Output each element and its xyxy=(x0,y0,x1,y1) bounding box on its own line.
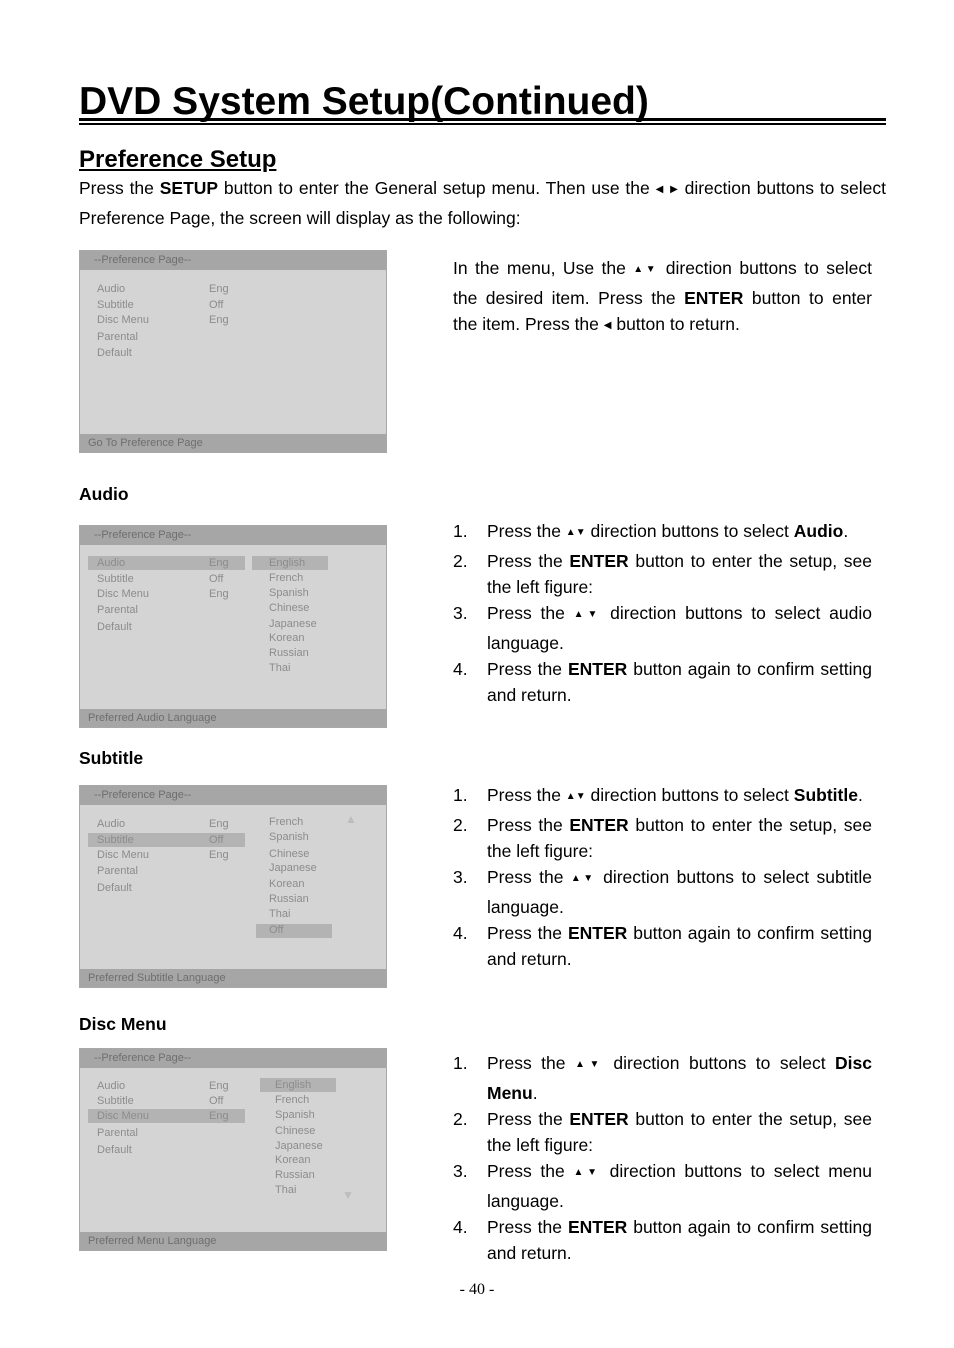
text: Press the xyxy=(487,1217,568,1237)
keyword: ENTER xyxy=(569,551,629,571)
keyword: ENTER xyxy=(569,815,629,835)
subtitle-steps xyxy=(453,782,872,972)
keyword: Audio xyxy=(793,521,844,541)
step xyxy=(453,656,872,708)
osd-item-audio: Audio xyxy=(97,557,126,569)
text: Press the xyxy=(487,1109,570,1129)
text: button to enter the setup, see the left figure: xyxy=(487,551,872,597)
step xyxy=(453,1050,872,1106)
osd-option: Korean xyxy=(269,878,305,890)
osd-option: Off xyxy=(269,924,284,936)
osd-item-default: Default xyxy=(97,347,132,359)
keyword: ENTER xyxy=(567,659,628,679)
step xyxy=(453,548,872,600)
keyword: ENTER xyxy=(567,923,628,943)
disc-menu-steps xyxy=(453,1050,872,1266)
osd-option: Chinese xyxy=(269,602,310,614)
step xyxy=(453,782,872,812)
step-number: 4. xyxy=(453,1217,468,1237)
osd-footer: Preferred Subtitle Language xyxy=(80,969,386,987)
section-title: Preference Setup xyxy=(79,146,277,173)
enter-keyword: ENTER xyxy=(684,288,744,308)
text: direction buttons to select the desired item. Press the xyxy=(453,258,872,308)
step-number: 2. xyxy=(453,1109,468,1129)
osd-option: Japanese xyxy=(269,618,317,630)
osd-item-audio: Audio xyxy=(97,283,126,295)
text: direction buttons to select subtitle language. xyxy=(487,867,872,917)
step-number: 1. xyxy=(453,1053,468,1073)
text: button to enter the setup, see the left figure: xyxy=(487,815,872,861)
osd-header: --Preference Page-- xyxy=(80,526,386,545)
osd-audio-page xyxy=(79,525,387,728)
setup-keyword: SETUP xyxy=(159,178,219,198)
text: Press the xyxy=(487,659,568,679)
down-arrow-icon: ▼ xyxy=(587,1167,601,1178)
left-arrow-icon: ◀ xyxy=(603,320,612,331)
osd-preference-page xyxy=(79,250,387,453)
text: direction buttons to select menu language. xyxy=(487,1161,872,1211)
text: direction buttons to select xyxy=(603,1053,836,1073)
audio-heading: Audio xyxy=(79,484,129,504)
osd-item-subtitle: Subtitle xyxy=(97,834,134,846)
osd-subtitle-page xyxy=(79,785,387,988)
step-number: 4. xyxy=(453,659,468,679)
text: Press the xyxy=(487,785,566,805)
osd-item-disc-menu: Disc Menu xyxy=(97,1110,149,1122)
osd-option: French xyxy=(275,1094,310,1106)
osd-option: English xyxy=(275,1079,312,1091)
osd-value-disc-menu: Eng xyxy=(209,588,229,600)
osd-option: Russian xyxy=(269,647,309,659)
up-arrow-icon: ▲ xyxy=(574,1059,590,1070)
scroll-down-icon: ▼ xyxy=(342,1188,354,1202)
osd-option: Spanish xyxy=(269,587,309,599)
osd-footer: Go To Preference Page xyxy=(80,434,386,452)
left-arrow-icon: ◀ xyxy=(655,184,665,195)
intro-paragraph xyxy=(79,175,886,231)
osd-item-parental: Parental xyxy=(97,604,138,616)
intro-text: button to enter the General setup menu. Then use the xyxy=(218,178,656,198)
osd-value-subtitle: Off xyxy=(209,1095,224,1107)
up-arrow-icon: ▲ xyxy=(570,873,584,884)
text: . xyxy=(857,785,863,805)
osd-value-disc-menu: Eng xyxy=(209,849,229,861)
down-arrow-icon: ▼ xyxy=(645,264,659,275)
up-arrow-icon: ▲ xyxy=(573,609,588,620)
step xyxy=(453,1214,872,1266)
osd-item-disc-menu: Disc Menu xyxy=(97,588,149,600)
down-arrow-icon: ▼ xyxy=(587,609,602,620)
text: Press the xyxy=(487,551,570,571)
osd-item-default: Default xyxy=(97,1144,132,1156)
title-rule xyxy=(79,118,886,125)
osd-item-audio: Audio xyxy=(97,1080,126,1092)
osd-value-subtitle: Off xyxy=(209,573,224,585)
intro-text: Press the xyxy=(79,178,160,198)
osd-item-parental: Parental xyxy=(97,331,138,343)
osd-option: French xyxy=(269,572,304,584)
osd-item-subtitle: Subtitle xyxy=(97,573,134,585)
text: button to enter the item. Press the xyxy=(453,288,872,334)
step-number: 3. xyxy=(453,867,468,887)
audio-steps xyxy=(453,518,872,708)
text: . xyxy=(532,1083,538,1103)
osd-item-disc-menu: Disc Menu xyxy=(97,849,149,861)
text: Press the xyxy=(487,923,568,943)
intro-text: direction buttons to select Preference Page, the screen will display as the following: xyxy=(79,178,886,228)
text: Press the xyxy=(487,603,574,623)
osd-option: Spanish xyxy=(275,1109,315,1121)
text: direction buttons to select xyxy=(585,785,794,805)
right-arrow-icon: ▶ xyxy=(670,184,679,195)
step xyxy=(453,518,872,548)
osd-item-subtitle: Subtitle xyxy=(97,1095,134,1107)
disc-menu-heading: Disc Menu xyxy=(79,1014,167,1034)
keyword: ENTER xyxy=(569,1109,629,1129)
osd-option: English xyxy=(269,557,306,569)
text: Press the xyxy=(487,867,571,887)
osd-item-subtitle: Subtitle xyxy=(97,299,134,311)
step-number: 3. xyxy=(453,1161,468,1181)
keyword: Subtitle xyxy=(793,785,858,805)
up-arrow-icon: ▲ xyxy=(565,527,576,538)
text: Press the xyxy=(487,521,566,541)
step-number: 1. xyxy=(453,521,468,541)
step xyxy=(453,600,872,656)
osd-footer: Preferred Audio Language xyxy=(80,709,386,727)
keyword: Disc Menu xyxy=(487,1053,872,1103)
osd-option: Chinese xyxy=(275,1125,316,1137)
down-arrow-icon: ▼ xyxy=(575,791,586,802)
step-number: 2. xyxy=(453,815,468,835)
osd-option: Russian xyxy=(269,893,309,905)
text: button again to confirm setting and return. xyxy=(487,923,872,969)
osd-value-audio: Eng xyxy=(209,1080,229,1092)
text: direction buttons to select xyxy=(585,521,794,541)
down-arrow-icon: ▼ xyxy=(589,1059,604,1070)
osd-item-audio: Audio xyxy=(97,818,126,830)
osd-option: Korean xyxy=(269,632,305,644)
osd-value-audio: Eng xyxy=(209,557,229,569)
osd-item-default: Default xyxy=(97,882,132,894)
osd-option: Thai xyxy=(275,1184,297,1196)
subtitle-heading: Subtitle xyxy=(79,748,144,768)
up-arrow-icon: ▲ xyxy=(565,791,576,802)
text: button again to confirm setting and return. xyxy=(487,1217,872,1263)
osd-header: --Preference Page-- xyxy=(80,1049,386,1068)
step xyxy=(453,864,872,920)
osd-option: Russian xyxy=(275,1169,315,1181)
menu-instructions xyxy=(453,255,872,341)
osd-value-disc-menu: Eng xyxy=(209,1110,229,1122)
page-number: - 40 - xyxy=(459,1281,495,1298)
step-number: 3. xyxy=(453,603,468,623)
osd-value-audio: Eng xyxy=(209,818,229,830)
osd-option: Thai xyxy=(269,662,291,674)
text: Press the xyxy=(487,1161,574,1181)
osd-item-disc-menu: Disc Menu xyxy=(97,314,149,326)
osd-option: Thai xyxy=(269,908,291,920)
up-arrow-icon: ▲ xyxy=(573,1167,588,1178)
step xyxy=(453,1158,872,1214)
text: button to return. xyxy=(611,314,740,334)
osd-value-audio: Eng xyxy=(209,283,229,295)
step-number: 2. xyxy=(453,551,468,571)
text: button again to confirm setting and return. xyxy=(487,659,872,705)
text: button to enter the setup, see the left figure: xyxy=(487,1109,872,1155)
page-title: DVD System Setup(Continued) xyxy=(79,80,649,123)
osd-item-parental: Parental xyxy=(97,865,138,877)
osd-header: --Preference Page-- xyxy=(80,786,386,805)
text: Press the xyxy=(487,815,570,835)
text: In the menu, Use the xyxy=(453,258,634,278)
down-arrow-icon: ▼ xyxy=(575,527,586,538)
down-arrow-icon: ▼ xyxy=(583,873,596,884)
scroll-up-icon: ▲ xyxy=(345,812,357,826)
text: Press the xyxy=(487,1053,575,1073)
osd-option: Spanish xyxy=(269,831,309,843)
keyword: ENTER xyxy=(567,1217,628,1237)
osd-highlight xyxy=(256,924,332,938)
osd-option: Korean xyxy=(275,1154,311,1166)
osd-value-disc-menu: Eng xyxy=(209,314,229,326)
osd-option: Chinese xyxy=(269,848,310,860)
step xyxy=(453,1106,872,1158)
osd-value-subtitle: Off xyxy=(209,834,224,846)
osd-footer: Preferred Menu Language xyxy=(80,1232,386,1250)
osd-option: French xyxy=(269,816,304,828)
osd-value-subtitle: Off xyxy=(209,299,224,311)
step xyxy=(453,812,872,864)
step-number: 4. xyxy=(453,923,468,943)
text: direction buttons to select audio language. xyxy=(487,603,872,653)
step-number: 1. xyxy=(453,785,468,805)
osd-option: Japanese xyxy=(275,1140,323,1152)
osd-disc-menu-page xyxy=(79,1048,387,1251)
osd-option: Japanese xyxy=(269,862,317,874)
up-arrow-icon: ▲ xyxy=(633,264,646,275)
osd-header: --Preference Page-- xyxy=(80,251,386,270)
text: . xyxy=(843,521,849,541)
osd-item-parental: Parental xyxy=(97,1127,138,1139)
step xyxy=(453,920,872,972)
osd-item-default: Default xyxy=(97,621,132,633)
